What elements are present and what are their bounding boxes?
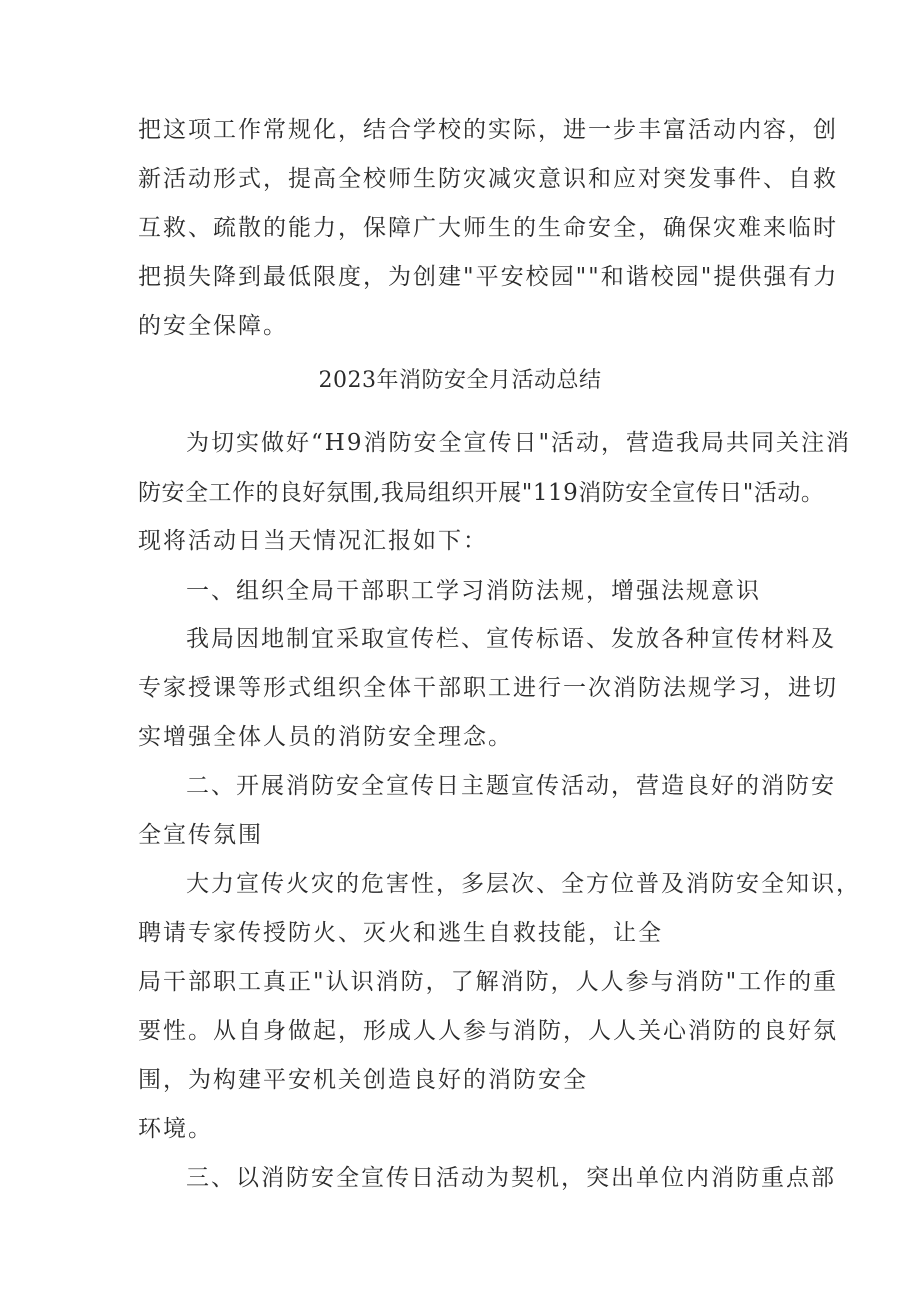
section-heading-2-line-1: 二、开展消防安全宣传日主题宣传活动，营造良好的消防安	[186, 773, 836, 799]
paragraph3-line-6: 环境。	[138, 1116, 213, 1142]
section-heading-2-line-2: 全宣传氛围	[138, 822, 263, 848]
paragraph1-line-3: 现将活动日当天情况汇报如下：	[138, 528, 488, 554]
paragraph2-line-1: 我局因地制宜采取宣传栏、宣传标语、发放各种宣传材料及	[186, 626, 836, 652]
document-title: 2023年消防安全月活动总结	[318, 368, 602, 393]
paragraph2-line-3: 实增强全体人员的消防安全理念。	[138, 724, 513, 750]
paragraph3-line-2: 聘请专家传授防火、灭火和逃生自救技能，让全	[138, 920, 663, 946]
intro-line-2: 新活动形式，提高全校师生防灾减灾意识和应对突发事件、自救	[138, 166, 838, 192]
paragraph1-line-1: 为切实做好“H9消防安全宣传日"活动，营造我局共同关注消	[186, 430, 852, 456]
paragraph3-line-5: 围，为构建平安机关创造良好的消防安全	[138, 1067, 588, 1093]
paragraph1-line-2: 防安全工作的良好氛围,我局组织开展"119消防安全宣传日"活动。	[138, 480, 825, 506]
paragraph2-line-2: 专家授课等形式组织全体干部职工进行一次消防法规学习，进切	[138, 675, 838, 701]
section-heading-3: 三、以消防安全宣传日活动为契机，突出单位内消防重点部	[186, 1165, 836, 1191]
intro-line-5: 的安全保障。	[138, 313, 288, 339]
intro-line-3: 互救、疏散的能力，保障广大师生的生命安全，确保灾难来临时	[138, 215, 838, 241]
paragraph3-line-1: 大力宣传火灾的危害性，多层次、全方位普及消防安全知识，	[186, 871, 861, 897]
intro-line-4: 把损失降到最低限度，为创建"平安校园""和谐校园"提供强有力	[138, 264, 839, 290]
intro-line-1: 把这项工作常规化，结合学校的实际，进一步丰富活动内容，创	[138, 117, 838, 143]
paragraph3-line-3: 局干部职工真正"认识消防，了解消防，人人参与消防"工作的重	[138, 969, 839, 995]
section-heading-1: 一、组织全局干部职工学习消防法规，增强法规意识	[186, 578, 761, 604]
paragraph3-line-4: 要性。从自身做起，形成人人参与消防，人人关心消防的良好氛	[138, 1018, 838, 1044]
